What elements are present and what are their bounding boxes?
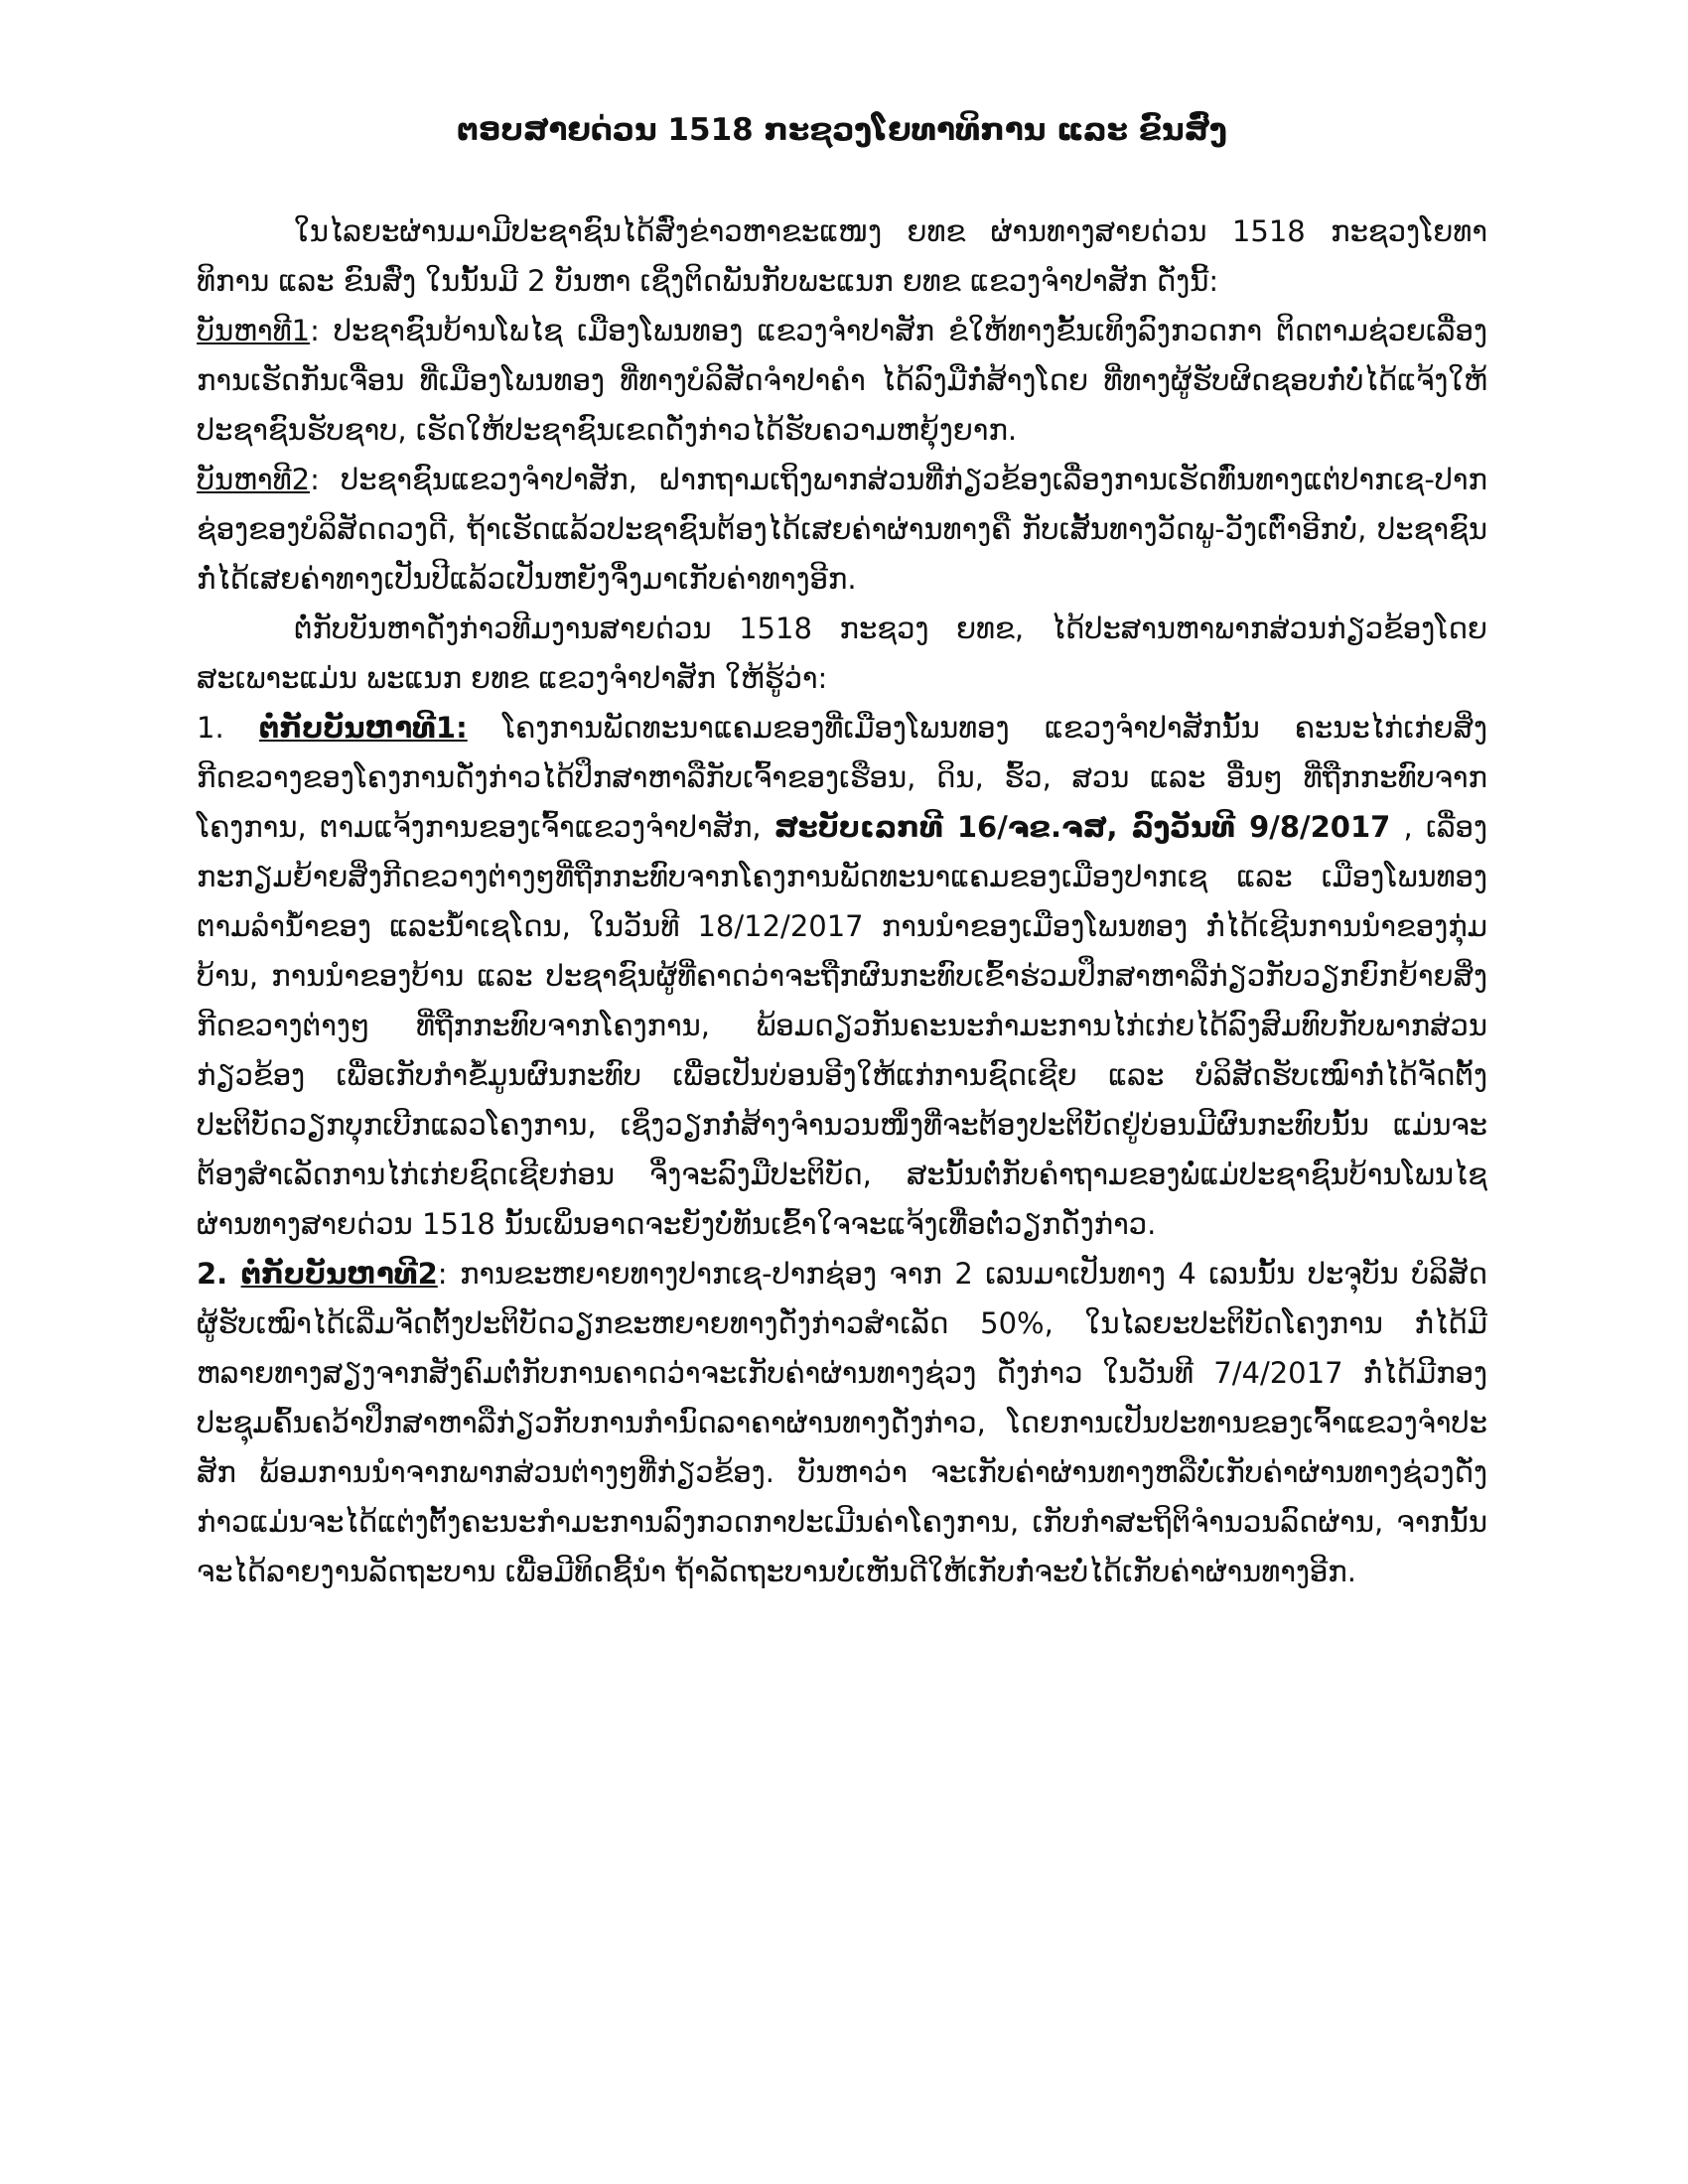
document-title: ຕອບສາຍດ່ວນ 1518 ກະຊວງໂຍທາທິການ ແລະ ຂົນສົ່ງ — [457, 112, 1227, 148]
answer-2-label: ຕໍ່ກັບບັນຫາທີ2 — [240, 1257, 438, 1291]
problem-2-paragraph — [197, 455, 1487, 604]
answer-2-number: 2. — [197, 1257, 241, 1291]
response-intro-paragraph: ຕໍ່ກັບບັນຫາດັ່ງກ່າວທີມງານສາຍດ່ວນ 1518 ກະຊວງ ຍທຂ, ໄດ້ປະສານຫາພາກສ່ວນກ່ຽວຂ້ອງໂດຍສະເພາະແມ່ນ ພະແນກ ຍທຂ ແຂວງຈຳປາສັກ ໃຫ້ຮູ້ວ່າ: — [197, 612, 1487, 695]
intro-paragraph: ໃນໄລຍະຜ່ານມາມີປະຊາຊົນໄດ້ສົ່ງຂ່າວຫາຂະແໜງ ຍທຂ ຜ່ານທາງສາຍດ່ວນ 1518 ກະຊວງໂຍທາທິການ ແລະ ຂົນສົ່ງ ໃນນັ້ນມີ 2 ບັນຫາ ເຊິ່ງຕິດພັນກັບພະແນກ ຍທຂ ແຂວງຈຳປາສັກ ດັ່ງນີ້: — [197, 214, 1487, 298]
answer-1-text-a: ໂຄງການພັດທະນາແຄມຂອງທີ່ເມືອງໂພນທອງ ແຂວງຈຳປາສັກນັ້ນ ຄະນະໄກ່ເກ່ຍສິ່ງກີດຂວາງຂອງໂຄງການດັ່ງກ່າວໄດ້ປຶກສາຫາລືກັບເຈົ້າຂອງເຮືອນ, ດິນ, ຮົ້ວ, ສວນ ແລະ ອື່ນໆ ທີ່ຖືກກະທົບຈາກໂຄງການ, ຕາມແຈ້ງການຂອງເຈົ້າແຂວງຈຳປາສັກ, — [197, 711, 1487, 844]
answer-2-paragraph — [197, 1249, 1487, 1596]
problem-2-label: ບັນຫາທີ2 — [197, 463, 311, 496]
answer-1-paragraph — [197, 703, 1487, 1249]
answer-1-reference: ສະບັບເລກທີ 16/ຈຂ.ຈສ, ລົງວັນທີ 9/8/2017 — [774, 810, 1391, 844]
document-body — [197, 206, 1487, 1596]
problem-1-paragraph — [197, 306, 1487, 455]
answer-1-text-b: , ເລື່ອງກະກຽມຍ້າຍສິ່ງກີດຂວາງຕ່າງໆທີ່ຖືກກະທົບຈາກໂຄງການພັດທະນາແຄມຂອງເມືອງປາກເຊ ແລະ ເມືອງໂພນທອງ ຕາມລຳນ້ຳຂອງ ແລະນ້ຳເຊໂດນ, ໃນວັນທີ 18/12/2017 ການນຳຂອງເມືອງໂພນທອງ ກໍ່ໄດ້ເຊີນການນຳຂອງກຸ່ມບ້ານ, ການນຳຂອງບ້ານ ແລະ ປະຊາຊົນຜູ້ທີ່ຄາດວ່າຈະຖືກຜົນກະທົບເຂົ້າຮ່ວມປຶກສາຫາລືກ່ຽວກັບວຽກຍົກຍ້າຍສິ່ງກີດຂວາງຕ່າງໆ ທີ່ຖືກກະທົບຈາກໂຄງການ, ພ້ອມດຽວກັນຄະນະກຳມະການໄກ່ເກ່ຍໄດ້ລົງສົມທົບກັບພາກສ່ວນກ່ຽວຂ້ອງ ເພື່ອເກັບກຳຂໍ້ມູນຜົນກະທົບ ເພື່ອເປັນບ່ອນອີງໃຫ້ແກ່ການຊົດເຊີຍ ແລະ ບໍລິສັດຮັບເໝົາກໍ່ໄດ້ຈັດຕັ້ງປະຕິບັດວຽກບຸກເບີກແລວໂຄງການ, ເຊິ່ງວຽກກໍ່ສ້າງຈຳນວນໜຶ່ງທີ່ຈະຕ້ອງປະຕິບັດຢູ່ບ່ອນມີຜົນກະທົບນັ້ນ ແມ່ນຈະຕ້ອງສຳເລັດການໄກ່ເກ່ຍຊົດເຊີຍກ່ອນ ຈຶ່ງຈະລົງມືປະຕິບັດ, ສະນັ້ນຕໍ່ກັບຄຳຖາມຂອງພໍ່ແມ່ປະຊາຊົນບ້ານໂພນໄຊຜ່ານທາງສາຍດ່ວນ 1518 ນັ້ນເພິ່ນອາດຈະຍັງບໍ່ທັນເຂົ້າໃຈຈະແຈ້ງເທື່ອຕໍ່ວຽກດັ່ງກ່າວ. — [197, 810, 1487, 1241]
problem-2-text: : ປະຊາຊົນແຂວງຈຳປາສັກ, ຝາກຖາມເຖິງພາກສ່ວນທີ່ກ່ຽວຂ້ອງເລື່ອງການເຮັດທົ່ນທາງແຕ່ປາກເຊ-ປາກຊ່ອງຂອງບໍລິສັດດວງດີ, ຖ້າເຮັດແລ້ວປະຊາຊົນຕ້ອງໄດ້ເສຍຄ່າຜ່ານທາງຄື ກັບເສັ້ນທາງວັດພູ-ວັງເຕົ່າອີກບໍ່, ປະຊາຊົນກໍ່ໄດ້ເສຍຄ່າທາງເປັນປີແລ້ວເປັນຫຍັງຈຶ່ງມາເກັບຄ່າທາງອີກ. — [197, 463, 1487, 596]
answer-2-text: : ການຂະຫຍາຍທາງປາກເຊ-ປາກຊ່ອງ ຈາກ 2 ເລນມາເປັນທາງ 4 ເລນນັ້ນ ປະຈຸບັນ ບໍລິສັດຜູ້ຮັບເໝົາໄດ້ເລີ່ມຈັດຕັ້ງປະຕິບັດວຽກຂະຫຍາຍທາງດັ່ງກ່າວສຳເລັດ 50%, ໃນໄລຍະປະຕິບັດໂຄງການ ກໍ່ໄດ້ມີຫລາຍທາງສຽງຈາກສັງຄົມຕໍ່ກັບການຄາດວ່າຈະເກັບຄ່າຜ່ານທາງຊ່ວງ ດັ່ງກ່າວ ໃນວັນທີ 7/4/2017 ກໍ່ໄດ້ມີກອງປະຊຸມຄົ້ນຄວ້າປຶກສາຫາລືກ່ຽວກັບການກຳນົດລາຄາຜ່ານທາງດັ່ງກ່າວ, ໂດຍການເປັນປະທານຂອງເຈົ້າແຂວງຈຳປະສັກ ພ້ອມການນຳຈາກພາກສ່ວນຕ່າງໆທີ່ກ່ຽວຂ້ອງ. ບັນຫາວ່າ ຈະເກັບຄ່າຜ່ານທາງຫລືບໍ່ເກັບຄ່າຜ່ານທາງຊ່ວງດັ່ງກ່າວແມ່ນຈະໄດ້ແຕ່ງຕັ້ງຄະນະກຳມະການລົງກວດກາປະເມີນຄ່າໂຄງການ, ເກັບກຳສະຖິຕິຈຳນວນລົດຜ່ານ, ຈາກນັ້ນຈະໄດ້ລາຍງານລັດຖະບານ ເພື່ອມີທິດຊີ້ນຳ ຖ້າລັດຖະບານບໍ່ເຫັນດີໃຫ້ເກັບກໍ່ຈະບໍ່ໄດ້ເກັບຄ່າຜ່ານທາງອີກ. — [197, 1257, 1487, 1588]
problem-1-text: : ປະຊາຊົນບ້ານໂພໄຊ ເມືອງໂພນທອງ ແຂວງຈຳປາສັກ ຂໍໃຫ້ທາງຂັ້ນເທິງລົງກວດກາ ຕິດຕາມຊ່ວຍເລື່ອງການເຮັດກັນເຈື່ອນ ທີ່ເມືອງໂພນທອງ ທີ່ທາງບໍລິສັດຈຳປາຄຳ ໄດ້ລົງມືກໍ່ສ້າງໂດຍ ທີ່ທາງຜູ້ຮັບຜິດຊອບກໍ່ບໍ່ໄດ້ແຈ້ງໃຫ້ປະຊາຊົນຮັບຊາບ, ເຮັດໃຫ້ປະຊາຊົນເຂດດັ່ງກ່າວໄດ້ຮັບຄວາມຫຍຸ້ງຍາກ. — [197, 314, 1487, 447]
document-page — [197, 107, 1487, 2053]
answer-1-label: ຕໍ່ກັບບັນຫາທີ1: — [258, 711, 468, 745]
answer-1-number: 1. — [197, 711, 259, 745]
problem-1-label: ບັນຫາທີ1 — [197, 314, 311, 347]
